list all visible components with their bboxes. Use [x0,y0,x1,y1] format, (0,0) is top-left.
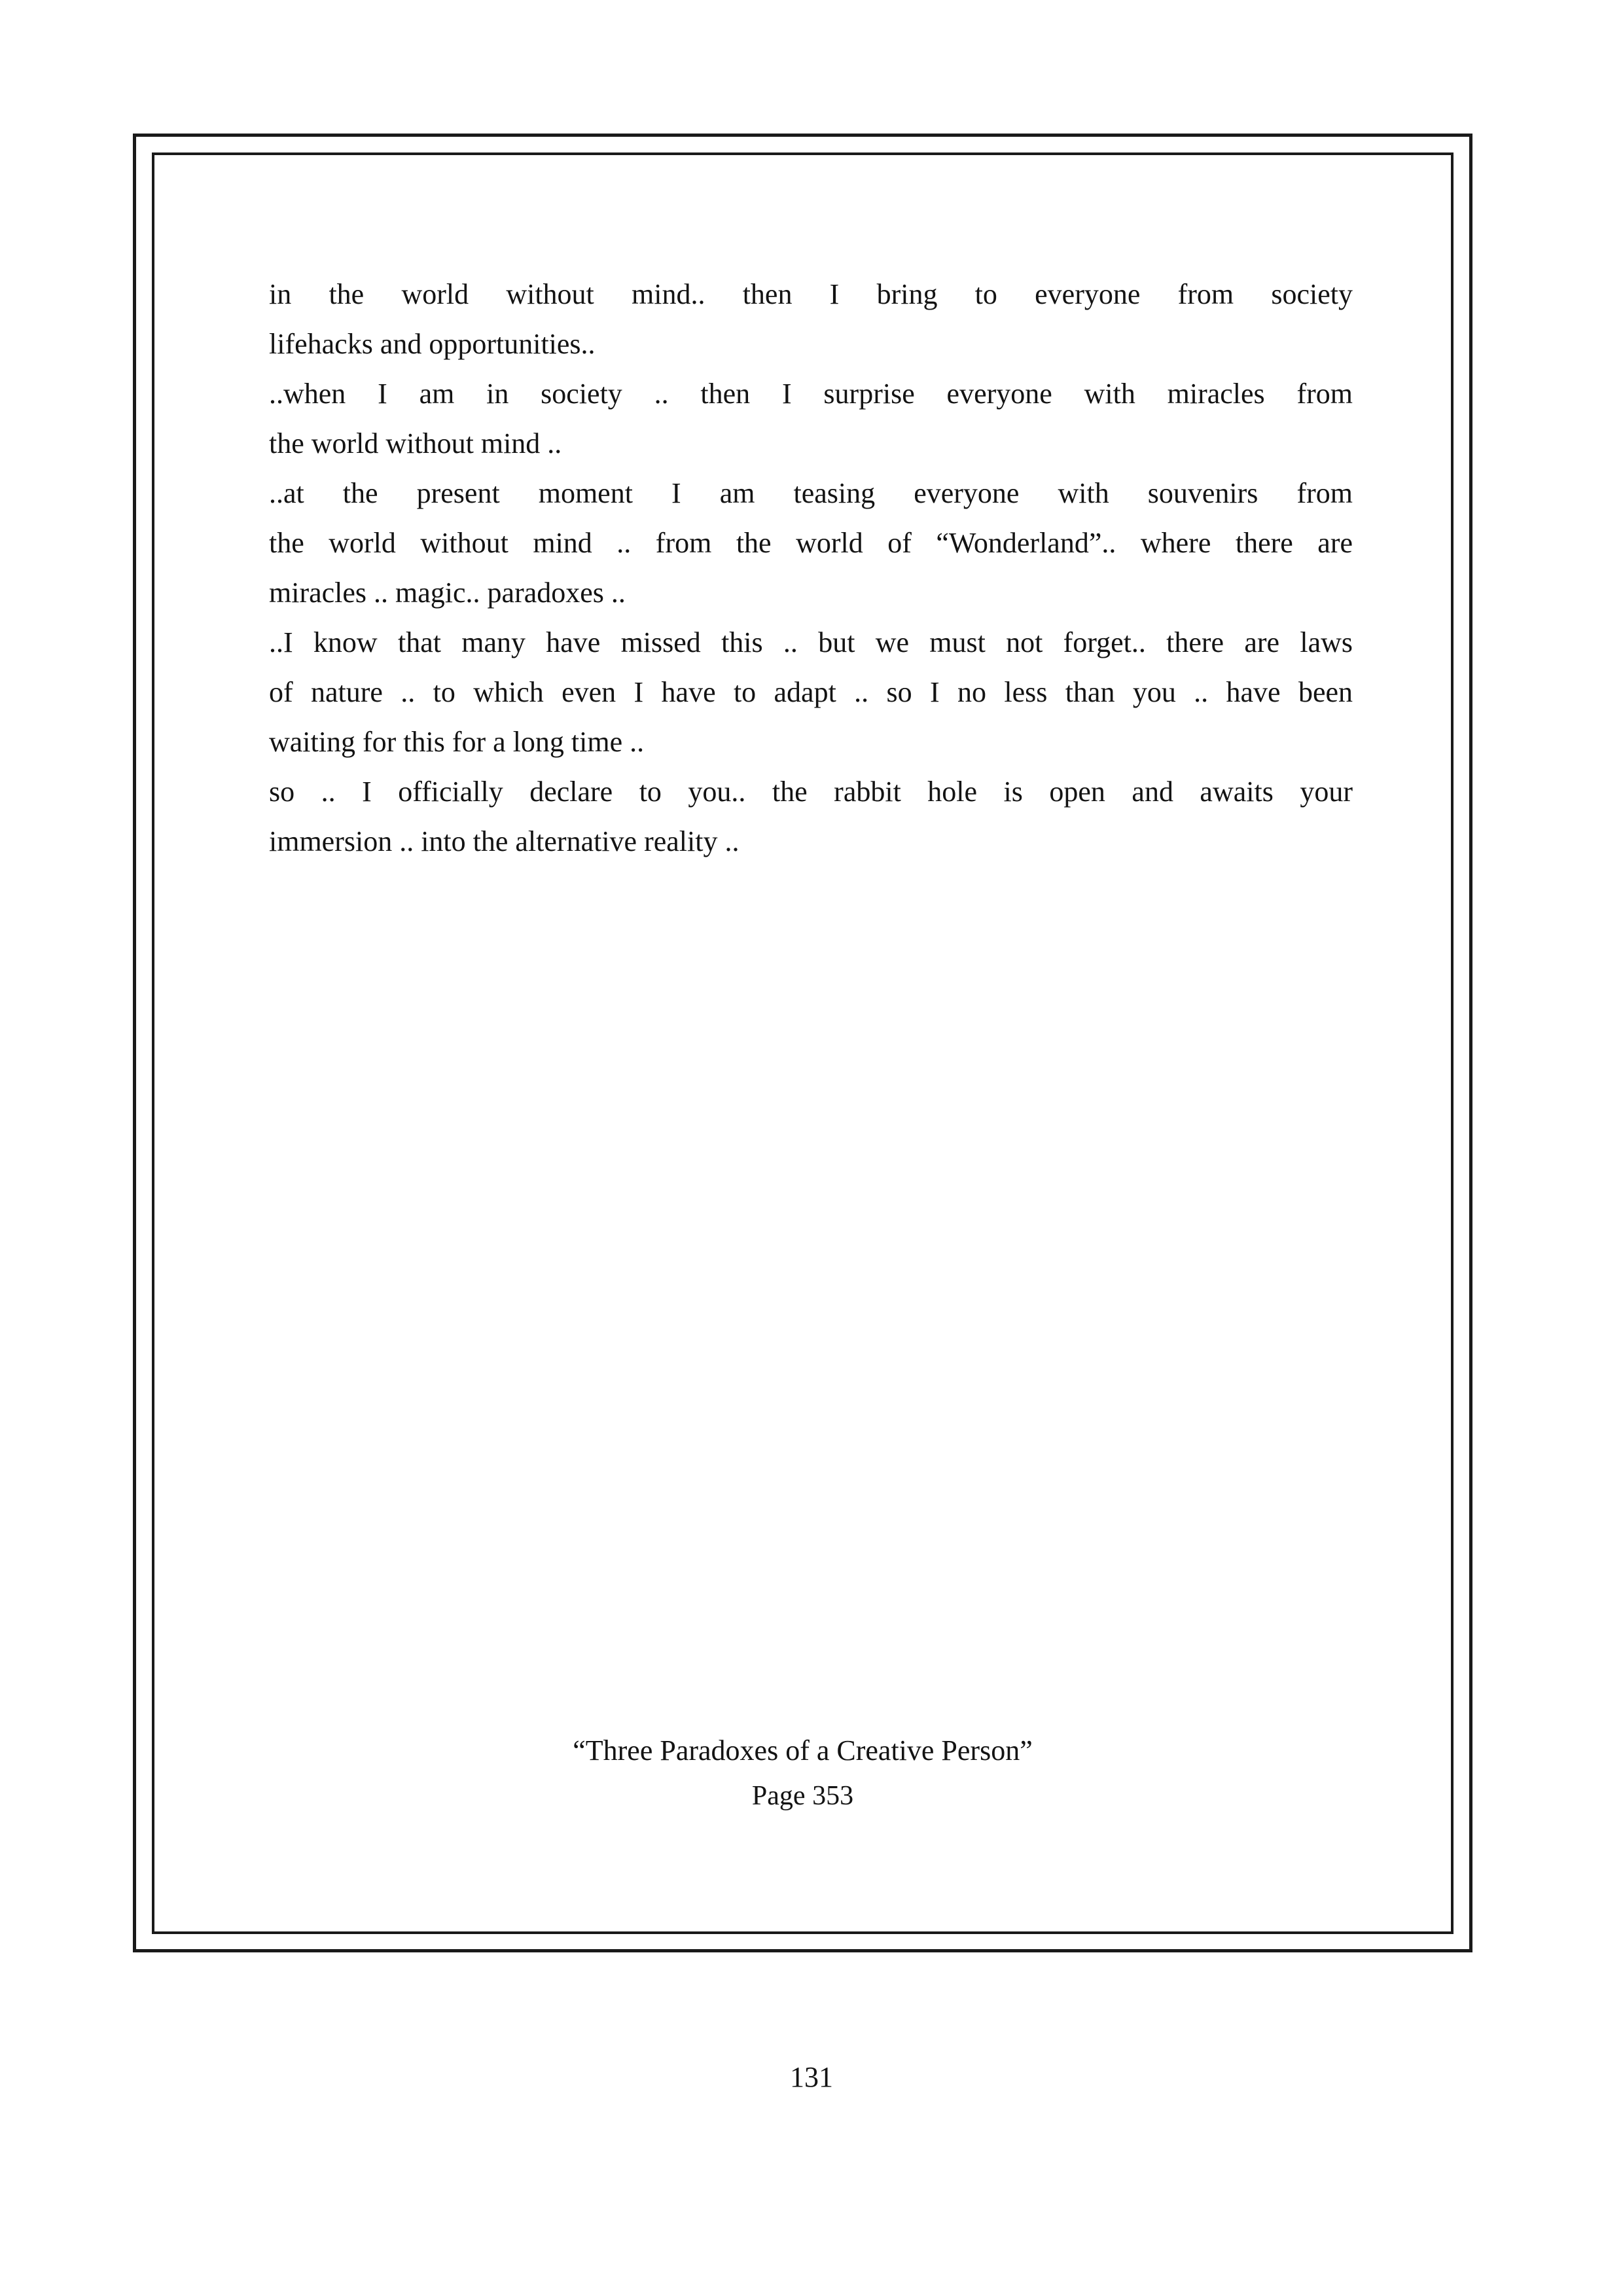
body-line: of nature .. to which even I have to adapt .. so I no less than you .. have been [269,676,1353,708]
body-line: so .. I officially declare to you.. the rabbit hole is open and awaits your [269,776,1353,808]
body-line: waiting for this for a long time .. [269,726,645,758]
body-line: in the world without mind.. then I bring to everyone from society [269,278,1353,310]
body-text-column [269,270,1353,867]
body-line: immersion .. into the alternative reality .. [269,825,740,857]
body-line: miracles .. magic.. paradoxes .. [269,577,626,609]
body-line: lifehacks and opportunities.. [269,328,596,360]
body-line: ..at the present moment I am teasing everyone with souvenirs from [269,477,1353,509]
body-line: ..I know that many have missed this .. but we must not forget.. there are laws [269,626,1353,658]
frame-footer [152,1728,1454,1818]
book-title: “Three Paradoxes of a Creative Person” [573,1734,1033,1767]
page-reference: Page 353 [751,1781,854,1811]
body-line: ..when I am in society .. then I surprise everyone with miracles from [269,378,1353,410]
body-line: the world without mind .. [269,427,562,459]
page-number: 131 [790,2061,833,2093]
body-line: the world without mind .. from the world of “Wonderland”.. where there are [269,527,1353,559]
